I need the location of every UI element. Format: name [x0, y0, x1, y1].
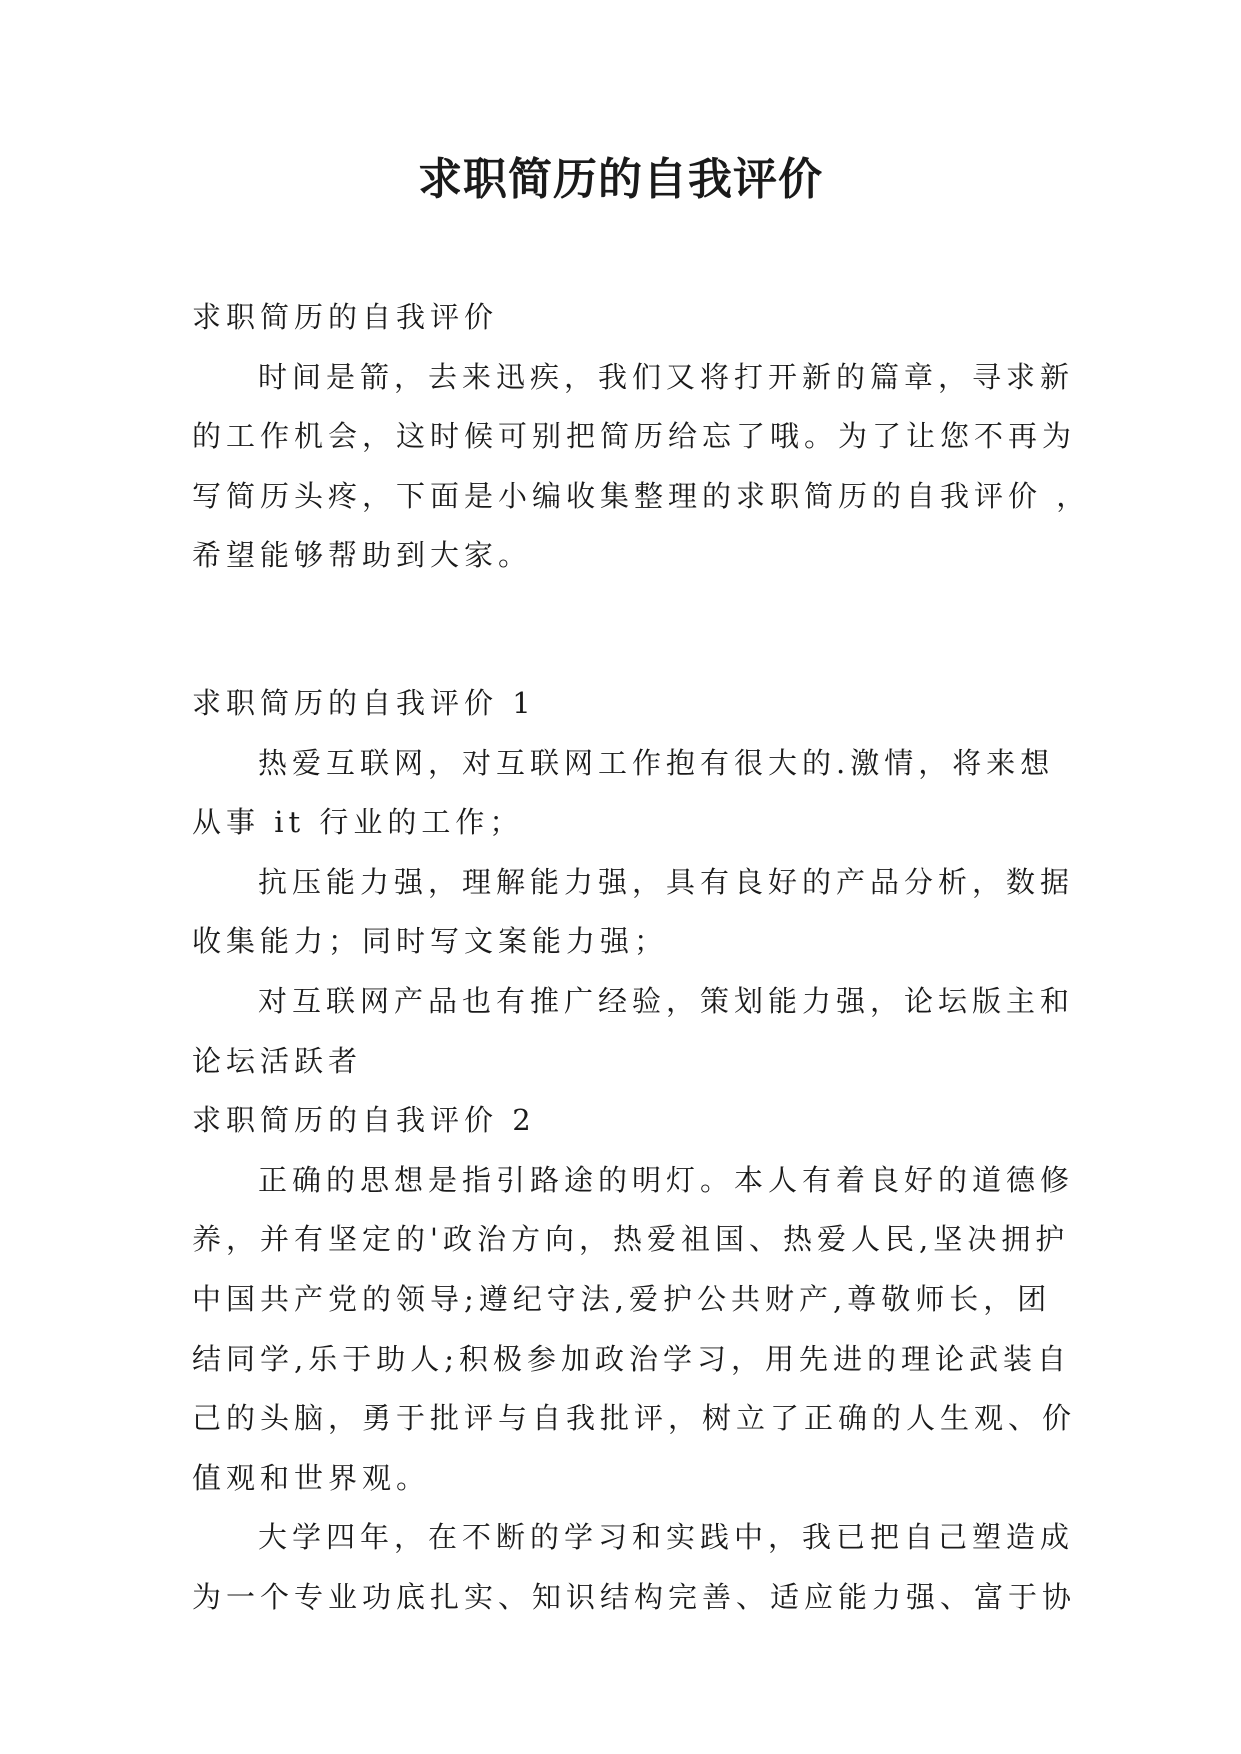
section-2-paragraph-1-line: 值观和世界观。: [192, 1460, 431, 1495]
section-2-paragraph-2-line: 大学四年，在不断的学习和实践中，我已把自己塑造成: [258, 1520, 1075, 1555]
intro-paragraph-line: 的工作机会，这时候可别把简历给忘了哦。为了让您不再为: [192, 419, 1077, 454]
intro-paragraph-line: 希望能够帮助到大家。: [192, 538, 533, 573]
intro-paragraph-line: 时间是箭，去来迅疾，我们又将打开新的篇章，寻求新: [258, 359, 1075, 394]
section-2-paragraph-1-line: 正确的思想是指引路途的明灯。本人有着良好的道德修: [258, 1162, 1075, 1197]
section-1-heading: 求职简历的自我评价 1: [192, 685, 536, 720]
section-1-paragraph-1-line: 从事 it 行业的工作；: [192, 805, 524, 840]
section-1-paragraph-3-line: 对互联网产品也有推广经验，策划能力强，论坛版主和: [258, 983, 1075, 1018]
section-2-paragraph-1-line: 结同学,乐于助人;积极参加政治学习，用先进的理论武装自: [192, 1341, 1071, 1376]
section-2-paragraph-1-line: 中国共产党的领导;遵纪守法,爱护公共财产,尊敬师长，团: [192, 1281, 1052, 1316]
section-1-paragraph-3-line: 论坛活跃者: [192, 1043, 363, 1078]
intro-paragraph-line: 写简历头疼，下面是小编收集整理的求职简历的自我评价 ，: [192, 478, 1091, 513]
section-1-paragraph-2-line: 收集能力；同时写文案能力强；: [192, 924, 669, 959]
section-1-paragraph-1-line: 热爱互联网，对互联网工作抱有很大的.激情，将来想: [258, 745, 1055, 780]
intro-heading: 求职简历的自我评价: [192, 300, 499, 334]
section-spacer: [192, 586, 1054, 674]
section-2-paragraph-1-line: 养，并有坚定的'政治方向，热爱祖国、热爱人民,坚决拥护: [192, 1222, 1070, 1257]
document-title: 求职简历的自我评价: [418, 154, 823, 205]
document-body: [192, 288, 1091, 1627]
section-1-paragraph-2-line: 抗压能力强，理解能力强，具有良好的产品分析，数据: [258, 864, 1075, 899]
section-2-heading: 求职简历的自我评价 2: [192, 1103, 536, 1138]
section-2-paragraph-2-line: 为一个专业功底扎实、知识结构完善、适应能力强、富于协: [192, 1579, 1077, 1614]
section-2-paragraph-1-line: 己的头脑，勇于批评与自我批评，树立了正确的人生观、价: [192, 1401, 1077, 1436]
